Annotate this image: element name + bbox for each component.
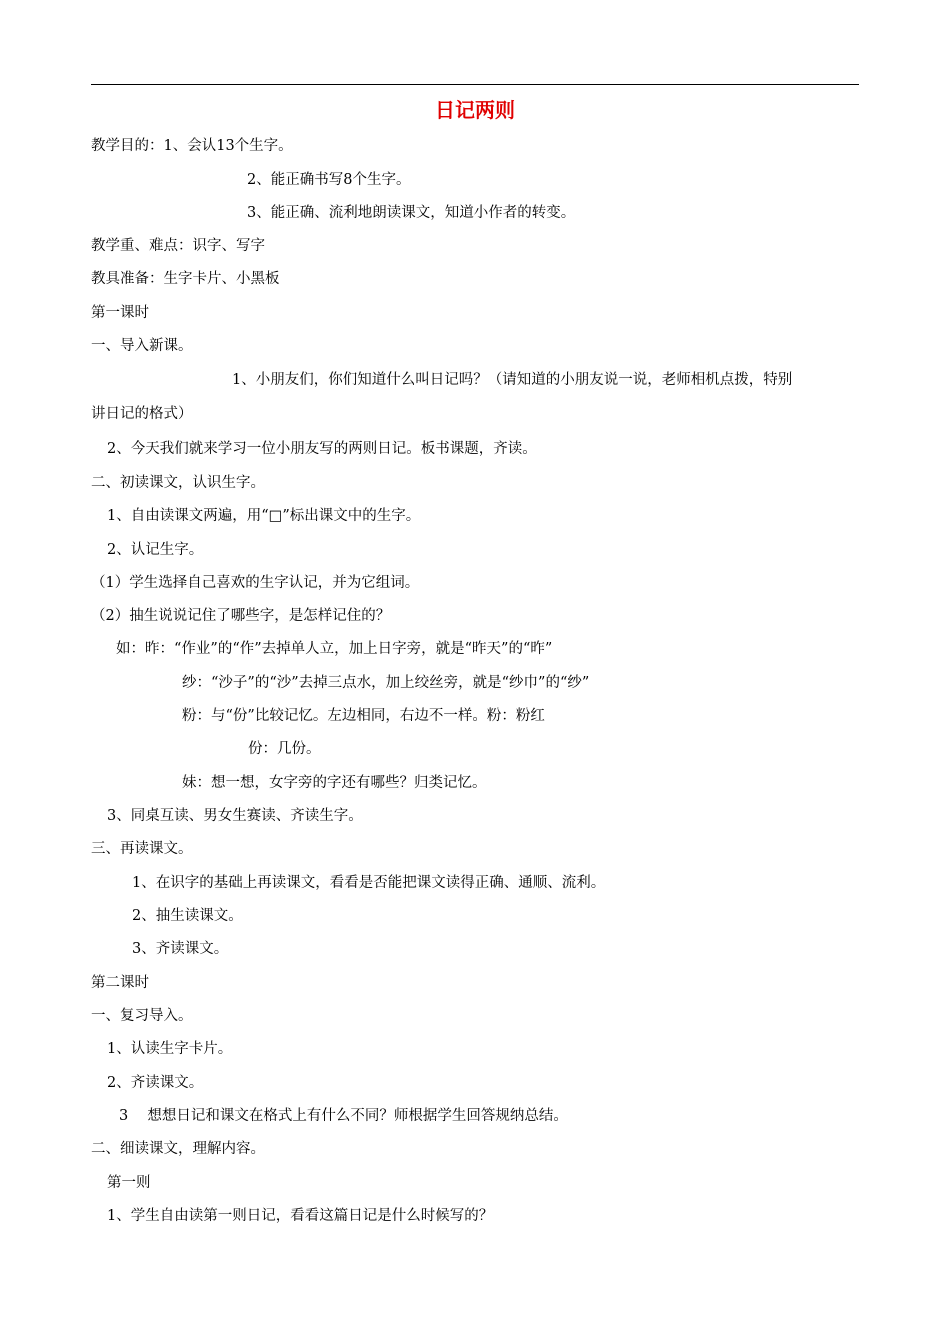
text-line: 2、认记生字。 <box>107 542 204 558</box>
section-heading: 二、细读课文，理解内容。 <box>91 1141 265 1157</box>
text-line: 妹：想一想，女字旁的字还有哪些？归类记忆。 <box>182 775 487 791</box>
text-line: 2、齐读课文。 <box>107 1075 204 1091</box>
section-heading: 二、初读课文，认识生字。 <box>91 475 265 491</box>
text-line: （2）抽生说说记住了哪些字，是怎样记住的？ <box>91 608 391 624</box>
text-line: 2、今天我们就来学习一位小朋友写的两则日记。板书课题，齐读。 <box>107 441 537 457</box>
section-heading: 第二课时 <box>91 975 149 991</box>
text-line: 3、同桌互读、男女生赛读、齐读生字。 <box>107 808 363 824</box>
text-line: 讲日记的格式） <box>91 406 193 422</box>
text-line: 1、学生自由读第一则日记，看看这篇日记是什么时候写的？ <box>107 1208 494 1224</box>
text-line: 1、认读生字卡片。 <box>107 1041 233 1057</box>
text-line: 3、能正确、流利地朗读课文，知道小作者的转变。 <box>247 205 576 221</box>
text-line: 教具准备：生字卡片、小黑板 <box>91 271 280 287</box>
text-line: （1）学生选择自己喜欢的生字认记，并为它组词。 <box>91 575 420 591</box>
text-line: 1、自由读课文两遍，用“□”标出课文中的生字。 <box>107 508 421 524</box>
header-rule <box>91 84 859 85</box>
document-title: 日记两则 <box>435 98 515 122</box>
text-line: 如：昨：“作业”的“作”去掉单人立，加上日字旁，就是“昨天”的“昨” <box>116 641 553 657</box>
text-line: 教学重、难点：识字、写字 <box>91 238 265 254</box>
text-line: 纱：“沙子”的“沙”去掉三点水，加上绞丝旁，就是“纱巾”的“纱” <box>182 675 590 691</box>
text-line: 教学目的：1、会认13个生字。 <box>91 138 293 154</box>
text-line: 3、齐读课文。 <box>132 941 229 957</box>
text-line: 第一则 <box>107 1175 151 1191</box>
text-line: 2、能正确书写8个生字。 <box>247 172 411 188</box>
text-line: 粉：与“份”比较记忆。左边相同，右边不一样。粉：粉红 <box>182 708 545 724</box>
section-heading: 三、再读课文。 <box>91 841 193 857</box>
section-heading: 第一课时 <box>91 305 149 321</box>
text-line: 份：几份。 <box>248 741 321 757</box>
section-heading: 一、导入新课。 <box>91 338 193 354</box>
text-line: 1、在识字的基础上再读课文，看看是否能把课文读得正确、通顺、流利。 <box>132 875 606 891</box>
text-line: 1、小朋友们，你们知道什么叫日记吗？（请知道的小朋友说一说，老师相机点拨，特别 <box>232 372 793 388</box>
section-heading: 一、复习导入。 <box>91 1008 193 1024</box>
text-line: 2、抽生读课文。 <box>132 908 243 924</box>
text-line: 3 想想日记和课文在格式上有什么不同？师根据学生回答规纳总结。 <box>119 1108 568 1124</box>
